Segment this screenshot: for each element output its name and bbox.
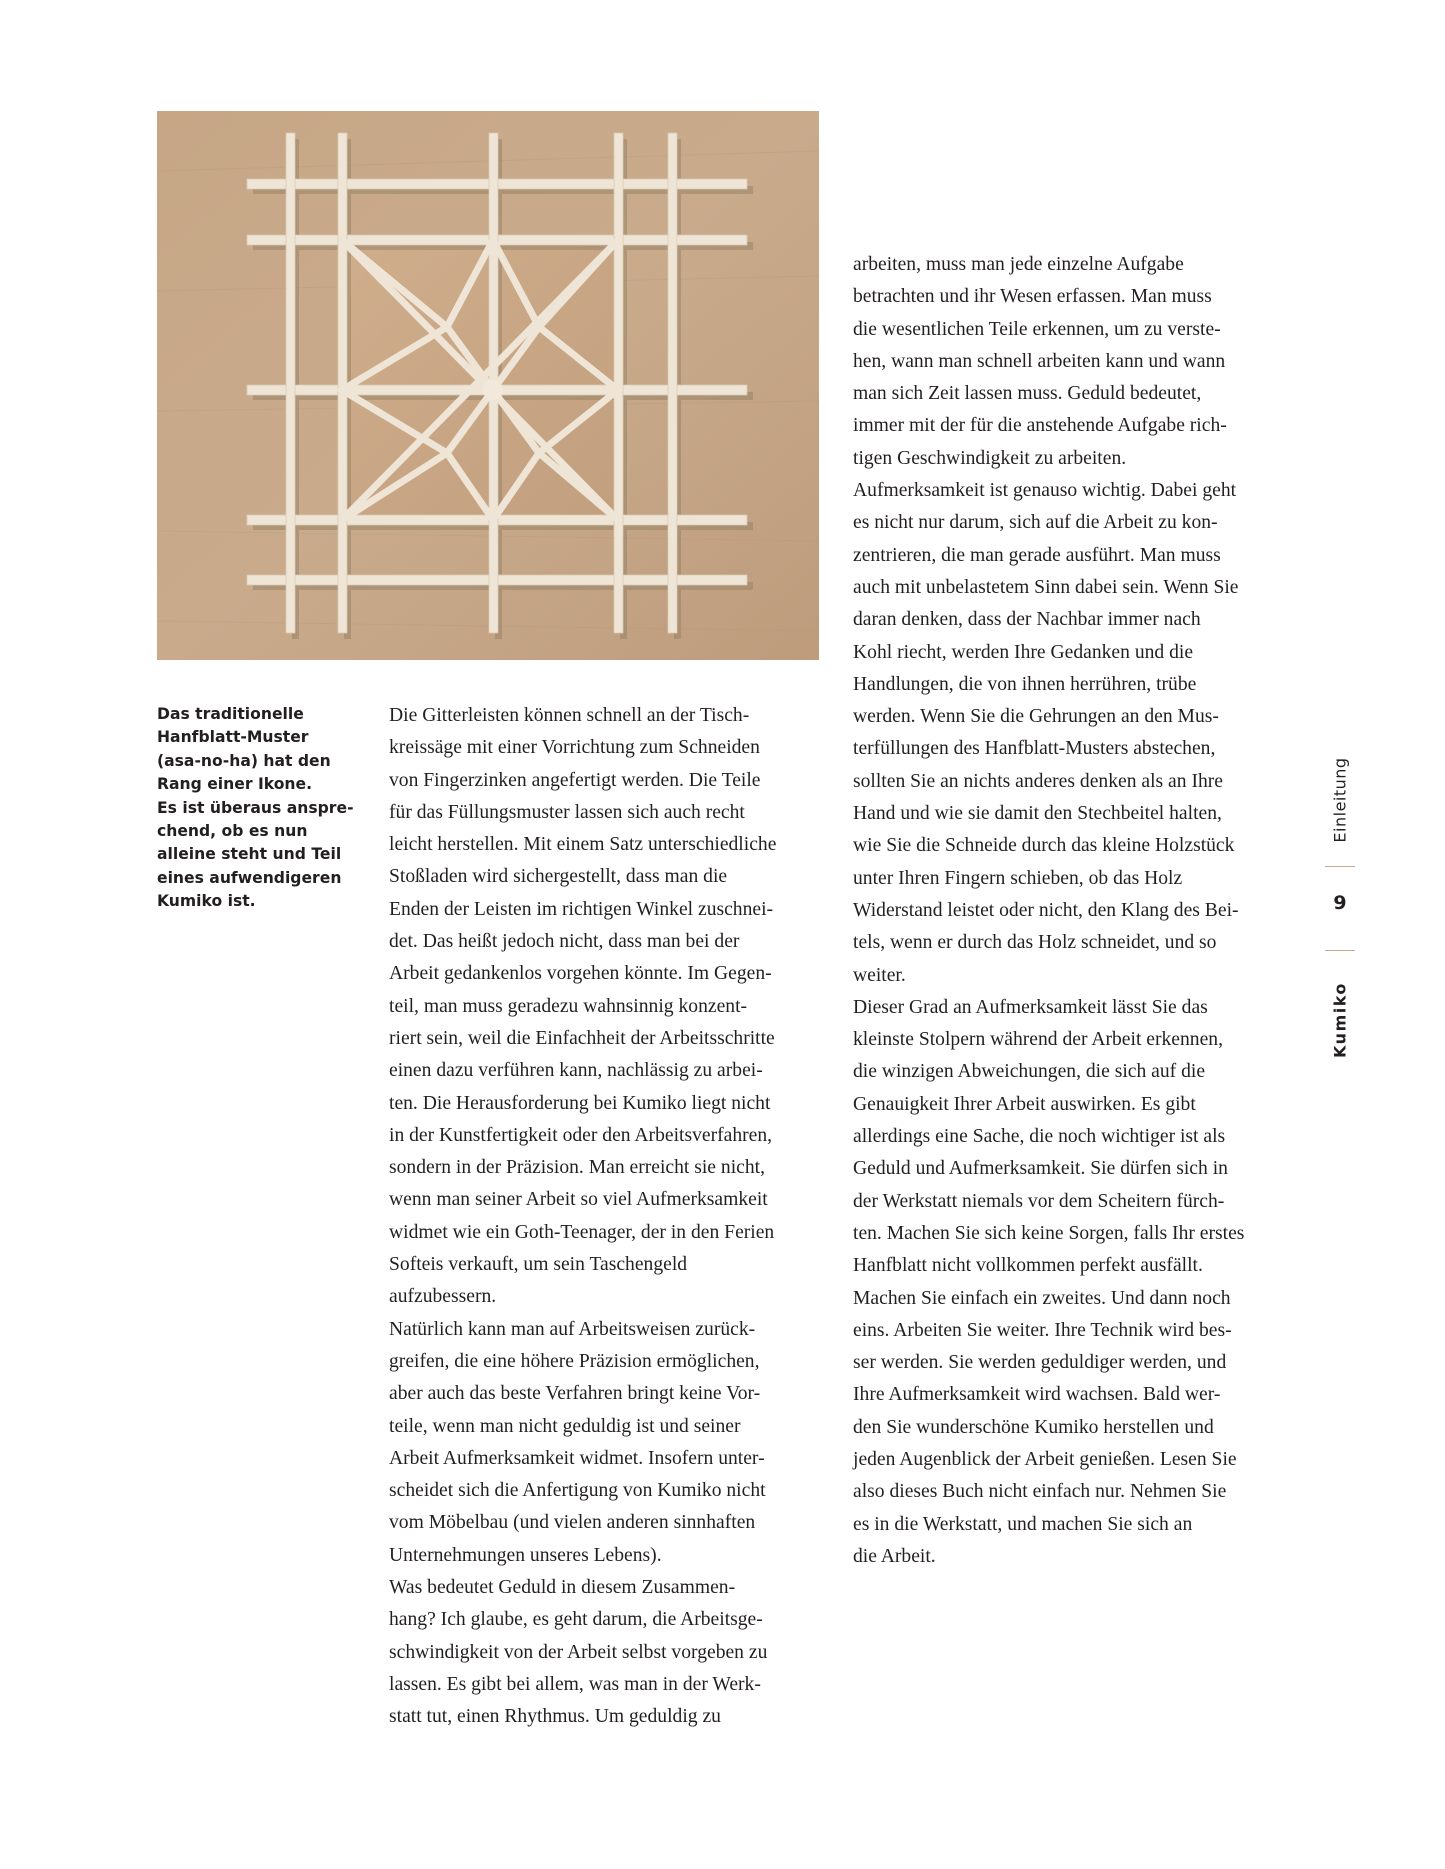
text-line: es nicht nur darum, sich auf die Arbeit zu kon- [853,512,1218,534]
text-line: werden. Wenn Sie die Gehrungen an den Mus- [853,706,1219,728]
text-line: Natürlich kann man auf Arbeitsweisen zurück- [389,1318,756,1340]
text-line: det. Das heißt jedoch nicht, dass man bei der [389,931,740,953]
text-line: Kohl riecht, werden Ihre Gedanken und die [853,641,1194,663]
text-line: ten. Die Herausforderung bei Kumiko liegt nicht [389,1092,771,1114]
section-label [1322,740,1358,860]
caption-line: (asa-no-ha) hat den [157,751,331,770]
text-line: einen dazu verführen kann, nachlässig zu arbei- [389,1060,763,1082]
caption-line: chend, ob es nun [157,822,308,841]
caption-line: Hanfblatt-Muster [157,728,309,747]
text-line: schwindigkeit von der Arbeit selbst vorgeben zu [389,1641,768,1663]
text-line: es in die Werkstatt, und machen Sie sich an [853,1513,1193,1535]
text-line: Handlungen, die von ihnen herrühren, trübe [853,673,1197,695]
text-line: unter Ihren Fingern schieben, ob das Holz [853,867,1183,889]
body-column-middle [389,700,829,1734]
text-line: arbeiten, muss man jede einzelne Aufgabe [853,254,1184,275]
text-line: tigen Geschwindigkeit zu arbeiten. [853,447,1127,469]
text-line: der Werkstatt niemals vor dem Scheitern fürch- [853,1190,1225,1212]
text-line: lassen. Es gibt bei allem, was man in der Werk- [389,1673,761,1695]
text-line: Hand und wie sie damit den Stechbeitel halten, [853,803,1222,825]
text-line: auch mit unbelastetem Sinn dabei sein. Wenn Sie [853,576,1239,598]
text-line: betrachten und ihr Wesen erfassen. Man muss [853,286,1212,308]
text-line: immer mit der für die anstehende Aufgabe rich- [853,415,1227,437]
text-line: vom Möbelbau (und vielen anderen sinnhaften [389,1512,756,1534]
text-line: greifen, die eine höhere Präzision ermöglichen, [389,1350,760,1372]
text-line: man sich Zeit lassen muss. Geduld bedeutet, [853,383,1202,405]
text-line: ser werden. Sie werden geduldiger werden, und [853,1352,1227,1374]
text-line: Geduld und Aufmerksamkeit. Sie dürfen sich in [853,1158,1228,1180]
text-line: Unternehmungen unseres Lebens). [389,1544,662,1566]
text-line: Stoßladen wird sichergestellt, dass man die [389,866,728,888]
text-line: tels, wenn er durch das Holz schneidet, und so [853,932,1217,954]
text-line: aber auch das beste Verfahren bringt keine Vor- [389,1383,761,1405]
book-title-text: Kumiko [1330,982,1350,1058]
text-line: Ihre Aufmerksamkeit wird wachsen. Bald wer- [853,1384,1221,1406]
text-line: allerdings eine Sache, die noch wichtiger ist als [853,1126,1226,1148]
section-label-text: Einleitung [1330,757,1350,843]
text-line: Arbeit Aufmerksamkeit widmet. Insofern unter- [389,1447,765,1469]
text-line: von Fingerzinken angefertigt werden. Die Teile [389,769,761,791]
kumiko-asanoha-photo [157,111,819,660]
text-line: hang? Ich glaube, es geht darum, die Arbeitsge- [389,1609,763,1631]
caption-line: Es ist überaus anspre- [157,798,354,817]
text-line: wenn man seiner Arbeit so viel Aufmerksamkeit [389,1189,768,1211]
text-line: daran denken, dass der Nachbar immer nach [853,609,1201,631]
text-line: den Sie wunderschöne Kumiko herstellen und [853,1416,1214,1438]
book-title-label [1322,960,1358,1080]
text-line: sondern in der Präzision. Man erreicht sie nicht, [389,1157,765,1179]
text-line: für das Füllungsmuster lassen sich auch recht [389,801,745,823]
text-line: scheidet sich die Anfertigung von Kumiko nicht [389,1480,766,1502]
text-line: kreissäge mit einer Vorrichtung zum Schneiden [389,737,760,759]
text-line: terfüllungen des Hanfblatt-Musters abstechen, [853,738,1216,760]
text-line: eins. Arbeiten Sie weiter. Ihre Technik wird bes- [853,1319,1232,1341]
text-line: ten. Machen Sie sich keine Sorgen, falls Ihr erstes [853,1222,1245,1244]
text-line: also dieses Buch nicht einfach nur. Nehmen Sie [853,1481,1227,1503]
page-number: 9 [1333,892,1347,914]
text-line: aufzubessern. [389,1286,497,1308]
text-line: riert sein, weil die Einfachheit der Arbeitsschritte [389,1027,775,1049]
text-line: statt tut, einen Rhythmus. Um geduldig zu [389,1706,721,1728]
text-line: die Arbeit. [853,1545,936,1567]
text-line: Machen Sie einfach ein zweites. Und dann noch [853,1287,1231,1309]
text-line: widmet wie ein Goth-Teenager, der in den Ferien [389,1221,775,1243]
text-line: die wesentlichen Teile erkennen, um zu verste- [853,318,1221,340]
text-line: zentrieren, die man gerade ausführt. Man muss [853,544,1221,566]
caption-line: eines aufwendigeren [157,868,342,887]
side-rule-top [1325,866,1355,867]
caption-line: Rang einer Ikone. [157,775,313,794]
text-line: Genauigkeit Ihrer Arbeit auswirken. Es gibt [853,1093,1196,1115]
text-line: Aufmerksamkeit ist genauso wichtig. Dabei geht [853,480,1237,502]
caption-line: alleine steht und Teil [157,845,342,864]
text-line: Arbeit gedankenlos vorgehen könnte. Im Gegen- [389,963,772,985]
text-line: Die Gitterleisten können schnell an der Tisch- [389,705,750,726]
text-line: kleinste Stolpern während der Arbeit erkennen, [853,1029,1223,1051]
text-line: jeden Augenblick der Arbeit genießen. Lesen Sie [853,1448,1237,1470]
side-rule-bottom [1325,950,1355,951]
text-line: sollten Sie an nichts anderes denken als an Ihre [853,770,1223,792]
text-line: Dieser Grad an Aufmerksamkeit lässt Sie das [853,996,1208,1018]
text-line: leicht herstellen. Mit einem Satz unterschiedliche [389,834,777,856]
photo-caption [157,703,357,914]
text-line: Hanfblatt nicht vollkommen perfekt ausfällt. [853,1255,1203,1277]
text-line: teil, man muss geradezu wahnsinnig konzent- [389,995,748,1017]
text-line: die winzigen Abweichungen, die sich auf die [853,1061,1206,1083]
text-line: wie Sie die Schneide durch das kleine Holzstück [853,835,1235,857]
text-line: Softeis verkauft, um sein Taschengeld [389,1254,688,1276]
side-tab [1322,740,1358,1080]
caption-line: Das traditionelle [157,705,304,723]
text-line: weiter. [853,964,906,986]
text-line: Was bedeutet Geduld in diesem Zusammen- [389,1577,736,1599]
text-line: teile, wenn man nicht geduldig ist und seiner [389,1415,741,1437]
body-column-right [853,249,1293,1573]
pattern-center [483,380,503,400]
text-line: Enden der Leisten im richtigen Winkel zuschnei- [389,898,774,920]
text-line: in der Kunstfertigkeit oder den Arbeitsverfahren, [389,1124,773,1146]
text-line: hen, wann man schnell arbeiten kann und wann [853,350,1226,372]
text-line: Widerstand leistet oder nicht, den Klang des Bei- [853,899,1239,921]
caption-line: Kumiko ist. [157,892,256,911]
